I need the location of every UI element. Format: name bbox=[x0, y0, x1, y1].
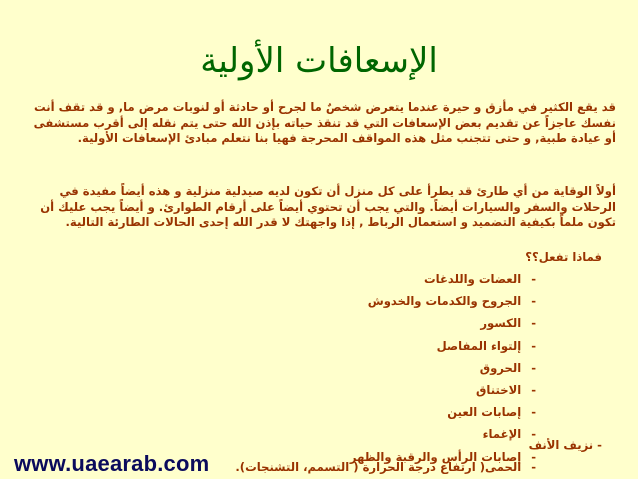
list-item-label: العضات واللدغات bbox=[423, 272, 522, 286]
list-dash: - bbox=[531, 294, 536, 309]
fever-item bbox=[235, 460, 536, 474]
list-item bbox=[350, 423, 536, 445]
list-item bbox=[350, 357, 536, 379]
list-dash: - bbox=[531, 382, 536, 397]
list-dash: - bbox=[531, 405, 536, 420]
list-item bbox=[350, 335, 536, 357]
list-item-label: إلتواء المفاصل bbox=[436, 338, 522, 353]
list-item bbox=[350, 268, 536, 290]
list-item-label: إصابات الرأس والرقبة والظهر bbox=[349, 449, 522, 464]
intro-paragraph: قد يقع الكثير في مأزق و حيرة عندما يتعرض شخصٌ ما لجرح أو حادثة أو لنوبات مرض ما, و قد تقف أنت نفسك عاجزاً عن تقديم بعض الإسعافات التي قد تنقذ حياته بإذن الله حتى يتم نقله إلى أقرب مستشفى أو عيادة طبية, و حتى تتجنب مثل هذه المواقف المحرجة فهيا بنا نتعلم مبادئ الإسعافات الأولية. bbox=[33, 100, 616, 145]
list-dash: - bbox=[531, 272, 536, 286]
question-heading: فماذا تفعل؟؟ bbox=[525, 250, 602, 264]
list-dash: - bbox=[531, 449, 536, 464]
prevention-paragraph: أولاً الوقاية من أي طارئ قد يطرأ على كل منزل أن تكون لديه صيدلية منزلية و هذه أيضاً مفيدة في الرحلات والسفر والسيارات أيضاً. والتي يجب أن تحتوي أيضاً على أرقام الطوارئ. و أيضاً يجب عليك أن تكون ملماً بكيفية التضميد و استعمال الرباط , إذا واجهتك لا قدر الله إحدى الحالات الطارئة التالية. bbox=[40, 184, 616, 229]
list-dash: - bbox=[531, 460, 536, 474]
list-item bbox=[350, 312, 536, 334]
list-item-label: الاختناق bbox=[476, 382, 522, 397]
list-dash: - bbox=[531, 316, 536, 331]
list-item-label: إصابات العين bbox=[447, 405, 522, 420]
list-item bbox=[350, 379, 536, 401]
fever-item-label: الحمى( ارتفاع درجة الحرارة ( التسمم، التشنجات). bbox=[235, 460, 522, 474]
list-item-label: الحروق bbox=[479, 360, 522, 375]
slide-title: الإسعافات الأولية bbox=[200, 41, 438, 81]
site-watermark: www.uaearab.com bbox=[14, 451, 210, 476]
list-item bbox=[350, 401, 536, 423]
list-dash: - bbox=[531, 360, 536, 375]
list-item bbox=[350, 290, 536, 312]
list-item-label: الإغماء bbox=[482, 427, 522, 442]
list-dash: - bbox=[531, 338, 536, 353]
list-item-label: الجروح والكدمات والخدوش bbox=[367, 294, 522, 309]
list-item-label: الكسور bbox=[480, 316, 522, 331]
nose-bleed-item: - نزيف الأنف bbox=[528, 438, 602, 452]
emergency-list bbox=[350, 268, 536, 468]
list-dash: - bbox=[531, 427, 536, 442]
